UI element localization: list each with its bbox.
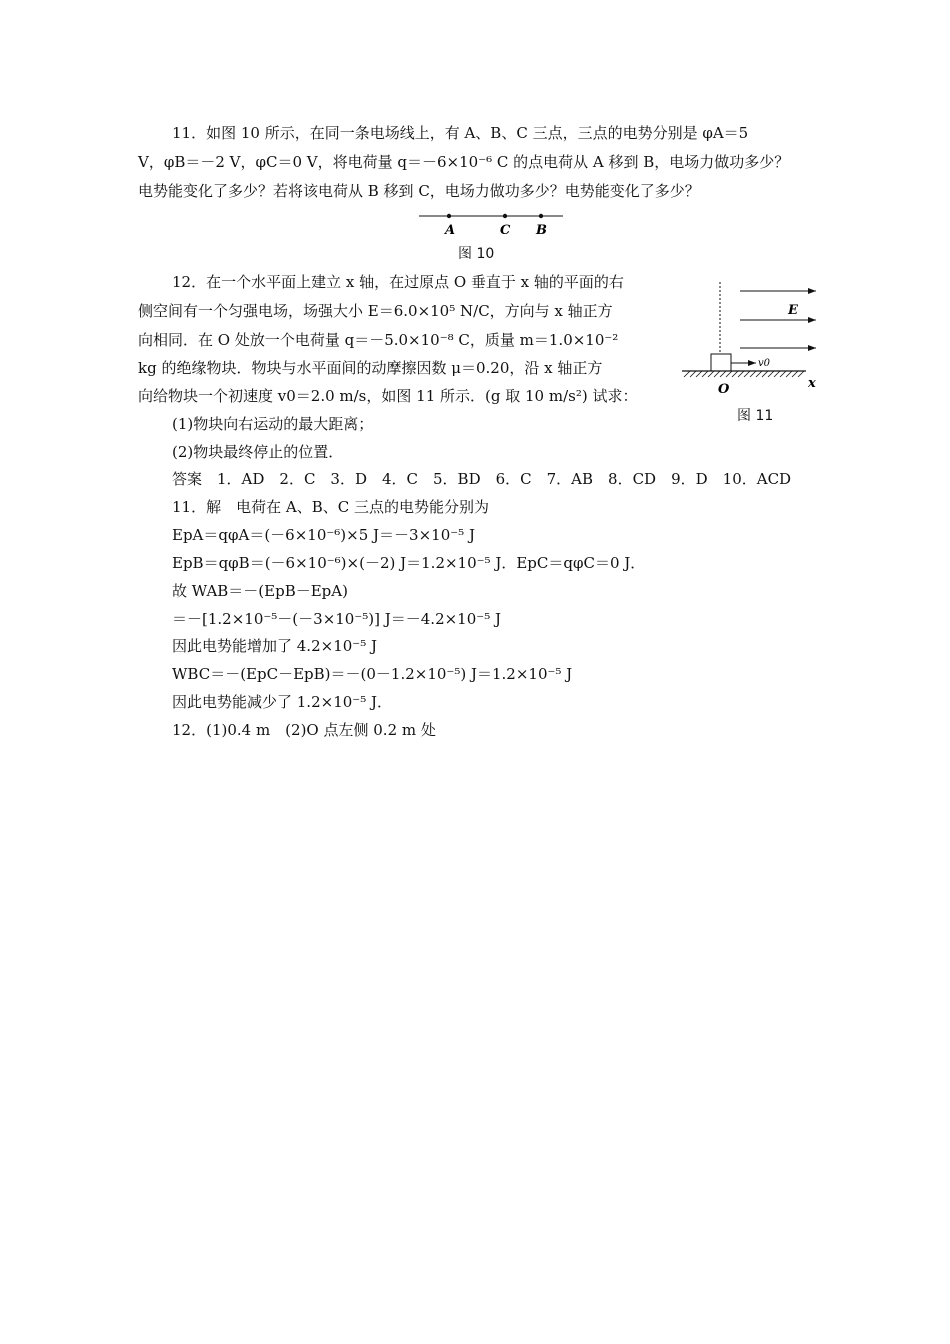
q12-sub-2: (2)物块最终停止的位置． [172, 443, 344, 461]
ground-hatch [684, 371, 804, 377]
q12-line-5: 向给物块一个初速度 v0＝2.0 m/s，如图 11 所示．(g 取 10 m/s²) 试求： [138, 387, 638, 405]
a11-intro: 11．解 电荷在 A、B、C 三点的电势能分别为 [172, 498, 489, 516]
q11-line-3: 电势能变化了多少？若将该电荷从 B 移到 C，电场力做功多少？电势能变化了多少？ [138, 182, 700, 200]
a11-wbc: WBC＝－(EpC－EpB)＝－(0－1.2×10⁻⁵) J＝1.2×10⁻⁵ J [172, 665, 573, 683]
a11-decrease: 因此电势能减少了 1.2×10⁻⁵ J． [172, 693, 392, 711]
a11-wab-2: ＝－[1.2×10⁻⁵－(－3×10⁻⁵)] J＝－4.2×10⁻⁵ J [172, 610, 501, 628]
block [711, 354, 731, 371]
q12-line-2: 侧空间有一个匀强电场，场强大小 E＝6.0×10⁵ N/C，方向与 x 轴正方 [138, 302, 613, 320]
axis-label: x [808, 376, 816, 391]
a11-increase: 因此电势能增加了 4.2×10⁻⁵ J [172, 637, 377, 655]
label-b: B [536, 223, 547, 238]
q12-line-4: kg 的绝缘物块．物块与水平面间的动摩擦因数 μ＝0.20，沿 x 轴正方 [138, 359, 603, 377]
answer-key: 答案 1．AD 2．C 3．D 4．C 5．BD 6．C 7．AB 8．CD 9．D 10．ACD [172, 470, 792, 488]
origin-label: O [718, 382, 730, 397]
point-c [503, 214, 507, 218]
fig11-caption: 图 11 [737, 408, 774, 424]
q12-line-3: 向相同．在 O 处放一个电荷量 q＝－5.0×10⁻⁸ C，质量 m＝1.0×10⁻² [138, 331, 619, 349]
point-b [539, 214, 543, 218]
velocity-label: v0 [758, 358, 771, 369]
a11-wab-1: 故 WAB＝－(EpB－EpA) [172, 582, 348, 600]
figure-10 [415, 205, 567, 239]
label-c: C [500, 223, 511, 238]
fig10-caption: 图 10 [458, 246, 495, 262]
a11-epa: EpA＝qφA＝(－6×10⁻⁶)×5 J＝－3×10⁻⁵ J [172, 526, 475, 544]
q11-line-2: V，φB＝－2 V，φC＝0 V，将电荷量 q＝－6×10⁻⁶ C 的点电荷从 A 移到 B，电场力做功多少？ [138, 153, 790, 171]
label-a: A [445, 223, 456, 238]
figure-11 [678, 278, 828, 400]
field-label: E [788, 303, 798, 318]
q12-sub-1: (1)物块向右运动的最大距离； [172, 415, 374, 433]
q12-line-1: 12．在一个水平面上建立 x 轴，在过原点 O 垂直于 x 轴的平面的右 [172, 273, 624, 291]
q11-line-1: 11．如图 10 所示，在同一条电场线上，有 A、B、C 三点，三点的电势分别是 φA＝5 [172, 124, 749, 142]
a11-epb: EpB＝qφB＝(－6×10⁻⁶)×(－2) J＝1.2×10⁻⁵ J．EpC＝qφC＝0 J． [172, 554, 646, 572]
a12-answer: 12．(1)0.4 m (2)O 点左侧 0.2 m 处 [172, 721, 436, 739]
point-a [447, 214, 451, 218]
